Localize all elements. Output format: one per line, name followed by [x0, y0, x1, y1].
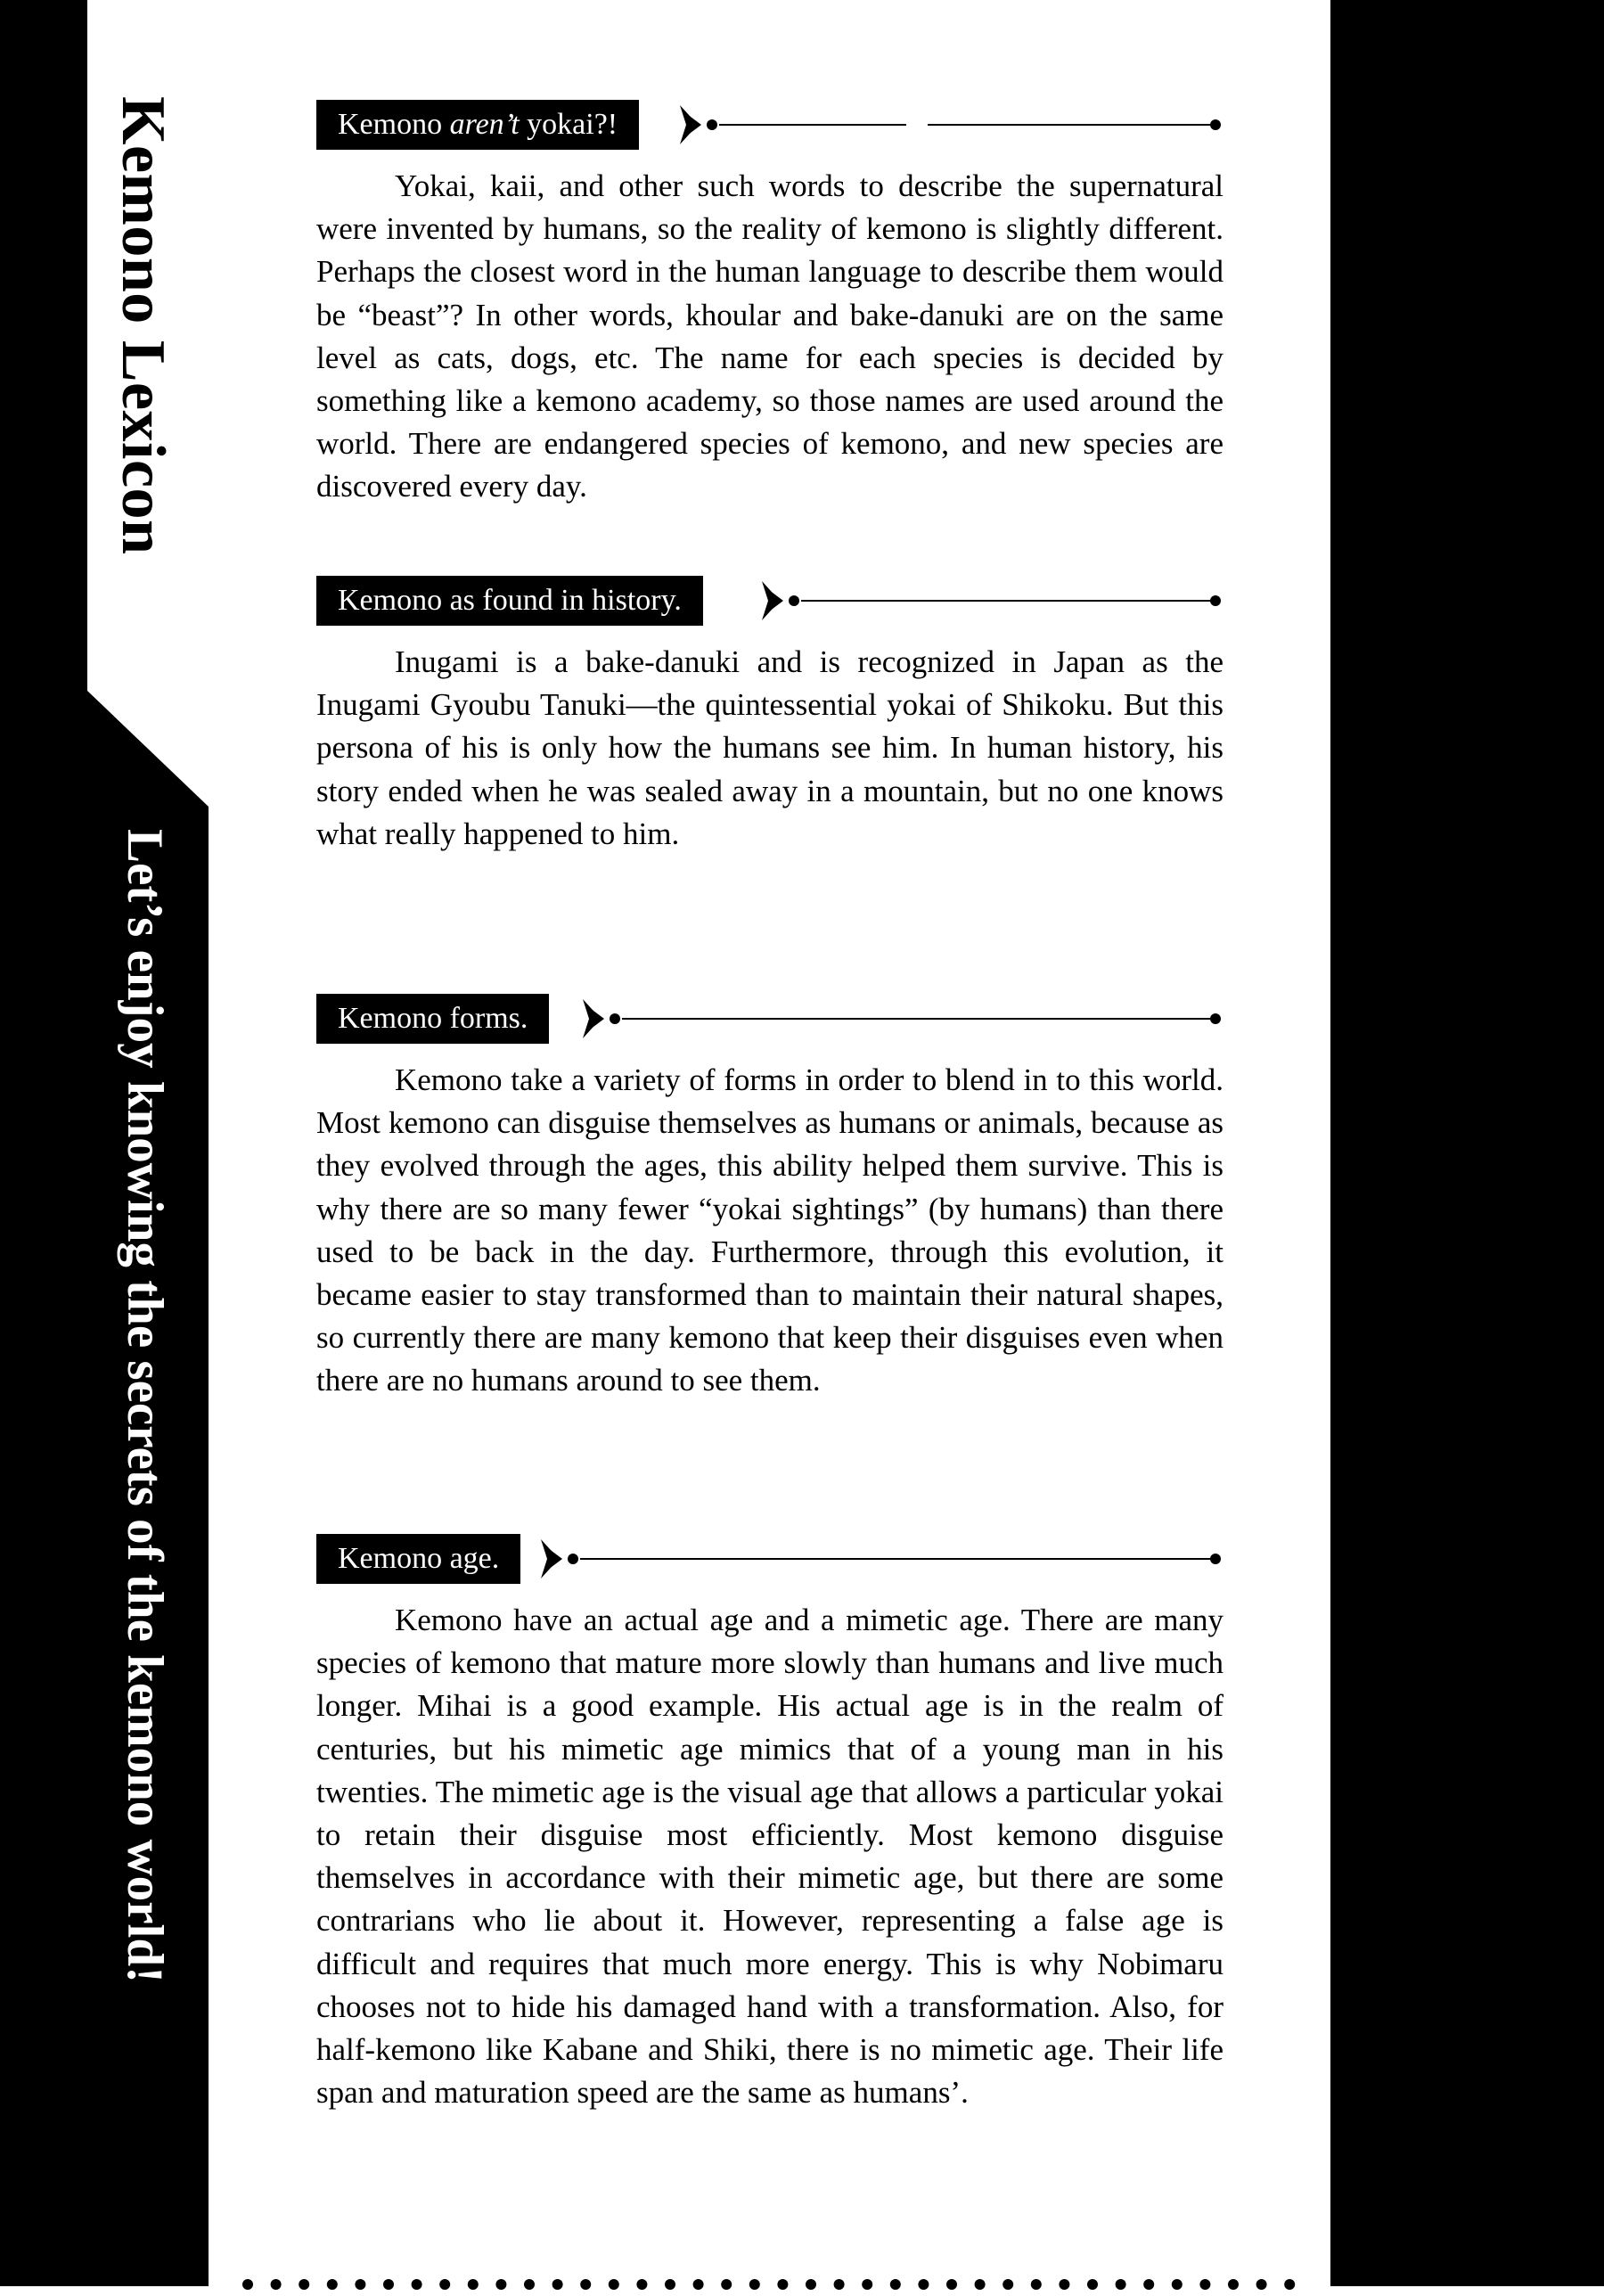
right-page-edge [1330, 0, 1604, 2286]
section-body: Kemono have an actual age and a mimetic age. There are many species of kemono that mature more slowly than humans and live much longer. Mihai is a good example. His actual age is in the realm of centuries, but his mimetic age mimics that of a young man in his twenties. The mimetic age is the visual age that allows a particular yokai to retain their disguise most efficiently. Most kemono disguise themselves in accordance with their mimetic age, but there are some contrarians who lie about it. However, representing a false age is difficult and requires that much more energy. This is why Nobimaru chooses not to hide his damaged hand with a transformation. Also, for half-kemono like Kabane and Shiki, there is no mimetic age. Their life span and maturation speed are the same as humans’. [316, 1603, 1223, 2111]
border-dot [946, 2279, 957, 2290]
border-dot [834, 2279, 845, 2290]
section-body: Yokai, kaii, and other such words to describe the supernatural were invented by humans, so the reality of kemono is slightly different. Perhaps the closest word in the human language to describe them would be “beast”? In other words, khoular and bake-danuki are on the same level as cats, dogs, etc. The name for each species is decided by something like a kemono academy, so those names are used around the world. There are endangered species of kemono, and new species are discovered every day. [316, 168, 1223, 504]
section-heading: Kemono age. [316, 1534, 520, 1584]
border-dot [693, 2279, 704, 2290]
border-dot [1143, 2279, 1154, 2290]
section-body: Inugami is a bake-danuki and is recognized in Japan as the Inugami Gyoubu Tanuki—the quintessential yokai of Shikoku. But this persona of his is only how the humans see him. In human history, his story ended when he was sealed away in a mountain, but no one knows what really happened to him. [316, 644, 1223, 851]
border-dot [1172, 2279, 1183, 2290]
border-dot [1087, 2279, 1098, 2290]
border-dot [721, 2279, 732, 2290]
dotted-border [241, 2273, 1310, 2296]
border-dot [1002, 2279, 1013, 2290]
border-dot [665, 2279, 675, 2290]
border-dot [524, 2279, 535, 2290]
border-dot [383, 2279, 394, 2290]
section-body: Kemono take a variety of forms in order to blend in to this world. Most kemono can disguise themselves as humans or animals, because as they evolved through the ages, this ability helped them survive. This is why there are so many fewer “yokai sightings” (by humans) than there used to be back in the day. Furthermore, through this evolution, it became easier to stay transformed than to maintain their natural shapes, so currently there are many kemono that keep their disguises even when there are no humans around to see them. [316, 1062, 1223, 1398]
border-dot [495, 2279, 506, 2290]
section-age [316, 1534, 1223, 2114]
border-dot [1284, 2279, 1295, 2290]
arrow-line-ornament [762, 576, 1223, 626]
border-dot [299, 2279, 309, 2290]
lexicon-subtitle: Let’s enjoy knowing the secrets of the kemono world! [117, 829, 173, 1984]
border-dot [1228, 2279, 1239, 2290]
border-dot [918, 2279, 929, 2290]
border-dot [439, 2279, 450, 2290]
border-dot [749, 2279, 760, 2290]
border-dot [609, 2279, 619, 2290]
border-dot [468, 2279, 479, 2290]
border-dot [1116, 2279, 1126, 2290]
arrow-line-ornament [541, 1534, 1223, 1584]
section-kemono-not-yokai [316, 100, 1223, 509]
arrow-line-ornament [583, 994, 1223, 1044]
border-dot [1199, 2279, 1210, 2290]
border-dot [327, 2279, 338, 2290]
section-heading: Kemono as found in history. [316, 576, 703, 626]
border-dot [636, 2279, 647, 2290]
border-dot [412, 2279, 422, 2290]
left-page-edge [0, 0, 89, 2286]
border-dot [806, 2279, 816, 2290]
section-heading: Kemono forms. [316, 994, 549, 1044]
lexicon-title: Kemono Lexicon [109, 96, 177, 555]
border-dot [777, 2279, 788, 2290]
border-dot [890, 2279, 901, 2290]
border-dot [242, 2279, 253, 2290]
border-dot [862, 2279, 872, 2290]
border-dot [1256, 2279, 1267, 2290]
arrow-line-ornament [680, 100, 1223, 150]
section-heading: Kemono aren’t yokai?! [316, 100, 639, 150]
section-history [316, 576, 1223, 856]
section-forms [316, 994, 1223, 1403]
border-dot [271, 2279, 282, 2290]
border-dot [355, 2279, 365, 2290]
border-dot [1031, 2279, 1042, 2290]
border-dot [552, 2279, 563, 2290]
border-dot [975, 2279, 986, 2290]
border-dot [1059, 2279, 1069, 2290]
border-dot [580, 2279, 591, 2290]
